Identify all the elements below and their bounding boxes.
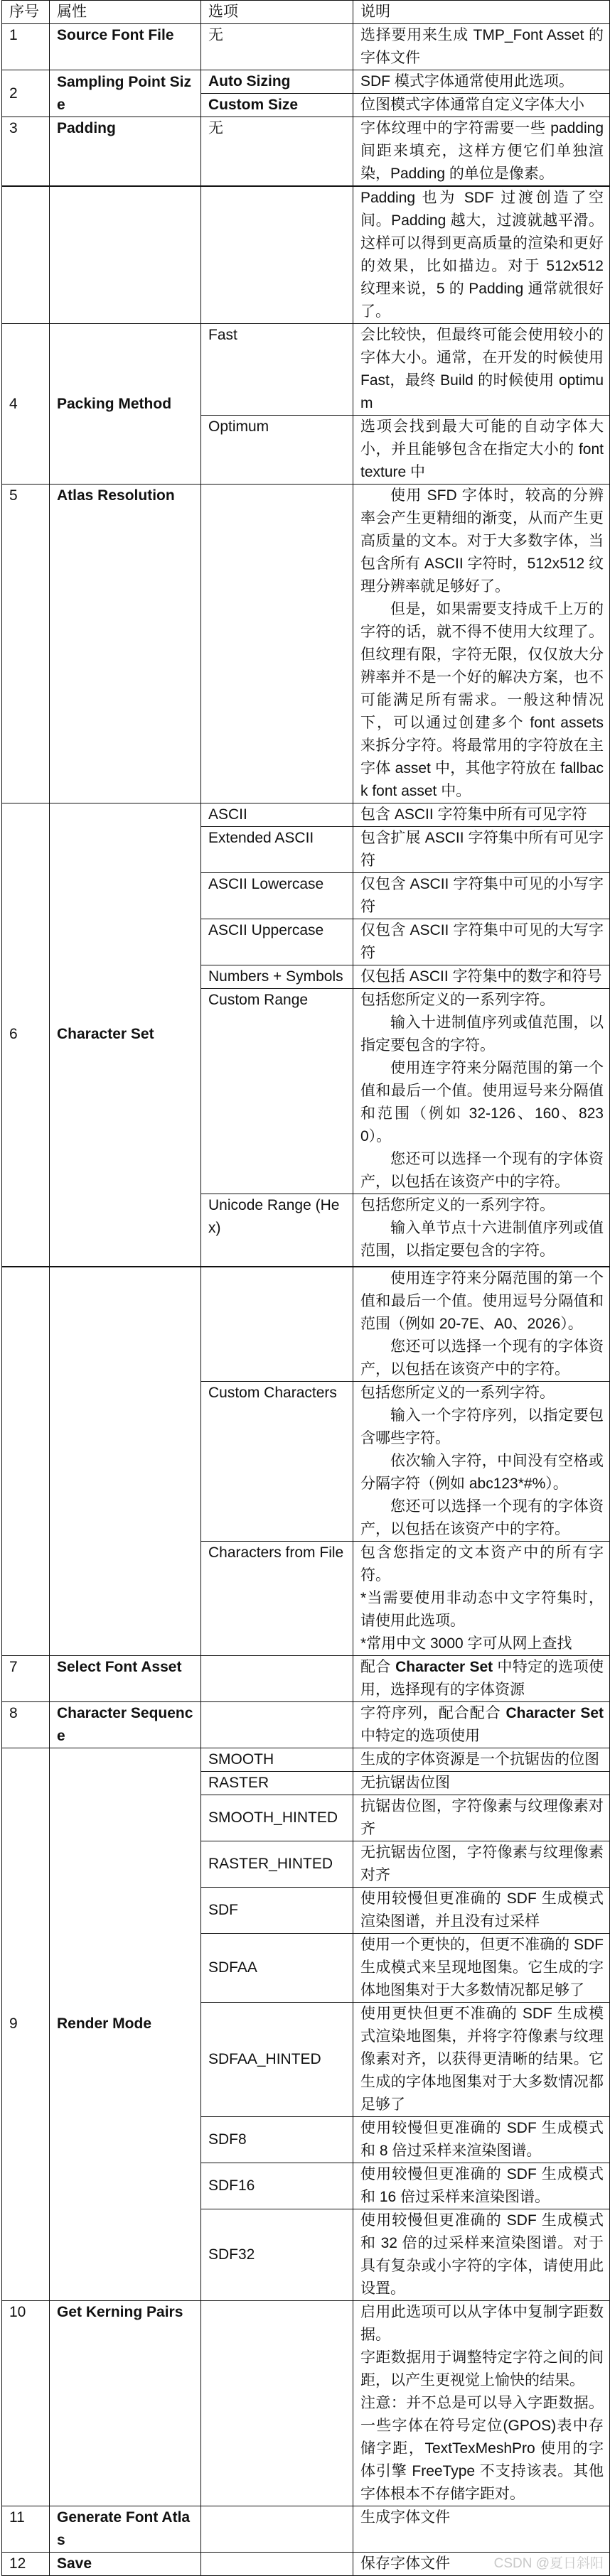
description-paragraph: 输入单节点十六进制值序列或值范围，以指定要包含的字符。	[360, 1220, 604, 1259]
table-row	[2, 117, 610, 187]
table-header-row	[2, 1, 610, 24]
property-name: Render Mode	[50, 1748, 201, 2300]
option-description	[353, 2552, 610, 2575]
option-name: Unicode Range (Hex)	[201, 1194, 353, 1267]
description-paragraph: 抗锯齿位图，字符像素与纹理像素对齐	[360, 1797, 604, 1837]
description-paragraph: 您还可以选择一个现有的字体资产，以包括在该资产中的字符。	[360, 1498, 604, 1537]
description-paragraph: 字体纹理中的字符需要一些 padding 间距来填充，这样方便它们单独渲染，Padding 的单位是像素。	[360, 120, 604, 182]
option-description	[353, 827, 610, 873]
description-paragraph: *常用中文 3000 字可从网上查找	[360, 1635, 572, 1652]
property-name	[50, 1267, 201, 1656]
property-name: Character Sequence	[50, 1701, 201, 1748]
table-row	[2, 324, 610, 416]
option-name: ASCII	[201, 803, 353, 827]
option-description	[353, 1748, 610, 1771]
option-name: ASCII Lowercase	[201, 873, 353, 919]
option-name: SMOOTH	[201, 1748, 353, 1771]
row-index: 7	[2, 1655, 50, 1701]
option-name: SDFAA	[201, 1933, 353, 2002]
row-index: 2	[2, 70, 50, 117]
description-paragraph: 生成的字体资源是一个抗锯齿的位图	[360, 1750, 599, 1768]
description-paragraph: 您还可以选择一个现有的字体资产，以包括在该资产中的字符。	[360, 1151, 604, 1190]
option-name: SDFAA_HINTED	[201, 2002, 353, 2116]
option-description	[353, 186, 610, 324]
table-row	[2, 24, 610, 70]
description-paragraph: 仅包含 ASCII 字符集中可见的小写字符	[360, 876, 604, 915]
description-paragraph: *当需要使用非动态中文字符集时，请使用此选项。	[360, 1589, 604, 1629]
property-name: Get Kerning Pairs	[50, 2300, 201, 2506]
option-description	[353, 1887, 610, 1933]
description-paragraph: 输入一个字符序列，以指定要包含哪些字符。	[360, 1407, 604, 1446]
option-name	[201, 2506, 353, 2552]
option-description	[353, 2163, 610, 2209]
description-paragraph: 选择要用来生成 TMP_Font Asset 的字体文件	[360, 27, 604, 66]
option-name	[201, 1655, 353, 1701]
description-paragraph: 使用连字符来分隔范围的第一个值和最后一个值。使用逗号分隔值和范围（例如 20-7E、A0、2026）。	[360, 1270, 604, 1332]
header-option: 选项	[201, 1, 353, 24]
table-row	[2, 1748, 610, 1771]
property-name: Packing Method	[50, 324, 201, 485]
option-description	[353, 989, 610, 1194]
option-description	[353, 2002, 610, 2116]
option-description	[353, 803, 610, 827]
table-body	[2, 1, 610, 2576]
row-index: 10	[2, 2300, 50, 2506]
table-row	[2, 2300, 610, 2506]
property-name: Select Font Asset	[50, 1655, 201, 1701]
description-paragraph: 包含 ASCII 字符集中所有可见字符	[360, 806, 587, 823]
description-bold-term: Character Set	[395, 1658, 493, 1675]
option-name: Numbers + Symbols	[201, 965, 353, 989]
table-row	[2, 2506, 610, 2552]
table-row-continued	[2, 1267, 610, 1382]
option-name: RASTER	[201, 1771, 353, 1795]
option-name: Auto Sizing	[201, 70, 353, 94]
description-paragraph: 无抗锯齿位图	[360, 1774, 450, 1791]
table-row	[2, 70, 610, 94]
table-row	[2, 1655, 610, 1701]
option-description	[353, 1701, 610, 1748]
description-paragraph: 您还可以选择一个现有的字体资产，以包括在该资产中的字符。	[360, 1338, 604, 1378]
table-row	[2, 1701, 610, 1748]
option-description	[353, 2300, 610, 2506]
option-name	[201, 1267, 353, 1382]
option-name: ASCII Uppercase	[201, 919, 353, 965]
property-name: Sampling Point Size	[50, 70, 201, 117]
description-paragraph: 选项会找到最大可能的自动字体大小，并且能够包含在指定大小的 font texture 中	[360, 418, 604, 480]
description-text: 中特定的选项使用	[360, 1727, 480, 1744]
description-paragraph: 位图模式字体通常自定义字体大小	[360, 97, 584, 113]
font-asset-creator-properties-table	[1, 0, 610, 2576]
table-row	[2, 803, 610, 827]
option-description	[353, 2506, 610, 2552]
description-paragraph: 生成字体文件	[360, 2509, 450, 2526]
header-index: 序号	[2, 1, 50, 24]
option-description	[353, 1655, 610, 1701]
option-name: Extended ASCII	[201, 827, 353, 873]
option-description	[353, 94, 610, 117]
description-paragraph: 使用 SFD 字体时，较高的分辨率会产生更精细的渐变，从而产生更高质量的文本。对于大多数字体，当包含所有 ASCII 字符时，512x512 纹理分辨率就足够好了。	[360, 487, 604, 595]
description-paragraph: 使用较慢但更准确的 SDF 生成模式和 8 倍过采样来渲染图谱。	[360, 2119, 604, 2159]
option-name: SDF32	[201, 2209, 353, 2300]
option-name: SDF8	[201, 2116, 353, 2163]
row-index	[2, 186, 50, 324]
property-name	[50, 186, 201, 324]
row-index: 3	[2, 117, 50, 187]
option-name	[201, 2300, 353, 2506]
property-name: Generate Font Atlas	[50, 2506, 201, 2552]
description-paragraph: 包括您所定义的一系列字符。	[360, 1197, 555, 1213]
option-description	[353, 1933, 610, 2002]
row-index: 9	[2, 1748, 50, 2300]
property-name: Padding	[50, 117, 201, 187]
option-name: SMOOTH_HINTED	[201, 1795, 353, 1841]
header-description: 说明	[353, 1, 610, 24]
option-description	[353, 117, 610, 187]
description-paragraph: 包括您所定义的一系列字符。	[360, 992, 555, 1008]
option-description	[353, 2116, 610, 2163]
option-description	[353, 2209, 610, 2300]
description-paragraph: 保存字体文件	[360, 2555, 450, 2572]
option-description	[353, 324, 610, 416]
property-name: Source Font File	[50, 24, 201, 70]
description-paragraph: 但是，如果需要支持成千上万的字符的话，就不得不使用大纹理了。但纹理有限，字符无限，仅仅放大分辨率并不是一个好的解决方案，也不可能满足所有需求。一般这种情况下，可以通过创建多个 font assets 来拆分字符。将最常用的字符放在主字体 asset 中，其他字符放在 fallback font asset 中。	[360, 601, 604, 799]
property-name: Atlas Resolution	[50, 485, 201, 803]
option-name: Custom Range	[201, 989, 353, 1194]
description-paragraph: 仅包含 ASCII 字符集中可见的大写字符	[360, 922, 604, 961]
description-text: 配合	[360, 1658, 396, 1675]
option-description	[353, 416, 610, 485]
description-paragraph: 使用较慢但更准确的 SDF 生成模式和 32 倍的过采样来渲染图谱。对于具有复杂或小字符的字体，请使用此设置。	[360, 2212, 604, 2297]
description-paragraph	[360, 1656, 604, 1701]
row-index: 11	[2, 2506, 50, 2552]
option-name: Characters from File	[201, 1541, 353, 1655]
description-paragraph: 包括您所定义的一系列字符。	[360, 1384, 555, 1401]
description-paragraph: 使用较慢但更准确的 SDF 生成模式和 16 倍过采样来渲染图谱。	[360, 2165, 604, 2205]
watermark: CSDN @夏日斜阳	[493, 2555, 604, 2571]
row-index: 12	[2, 2552, 50, 2575]
option-name: 无	[201, 117, 353, 187]
property-name: Character Set	[50, 803, 201, 1267]
row-index: 4	[2, 324, 50, 485]
option-name: Fast	[201, 324, 353, 416]
option-description	[353, 485, 610, 803]
option-description	[353, 1194, 610, 1267]
option-name: 无	[201, 24, 353, 70]
description-paragraph: 无抗锯齿位图，字符像素与纹理像素对齐	[360, 1844, 604, 1883]
option-description	[353, 873, 610, 919]
description-paragraph: 字距数据用于调整特定字符之间的间距，以产生更视觉上愉快的结果。	[360, 2349, 604, 2388]
description-paragraph: 输入十进制值序列或值范围，以指定要包含的字符。	[360, 1014, 604, 1054]
description-paragraph: SDF 模式字体通常使用此选项。	[360, 73, 574, 90]
option-description	[353, 24, 610, 70]
description-paragraph: 包含您指定的文本资产中的所有字符。	[360, 1544, 604, 1584]
option-description	[353, 1841, 610, 1887]
row-index: 5	[2, 485, 50, 803]
option-name: Custom Characters	[201, 1381, 353, 1541]
description-paragraph: 注意：并不总是可以导入字距数据。一些字体在符号定位(GPOS)表中存储字距，TextTexMeshPro 使用的字体引擎 FreeType 不支持该表。其他字体根本不存储字距对。	[360, 2394, 604, 2502]
option-description	[353, 1541, 610, 1655]
option-description	[353, 965, 610, 989]
table-row	[2, 2552, 610, 2575]
description-paragraph: 依次输入字符，中间没有空格或分隔字符（例如 abc123*#%）。	[360, 1452, 604, 1492]
row-index	[2, 1267, 50, 1656]
option-name: Custom Size	[201, 94, 353, 117]
row-index: 6	[2, 803, 50, 1267]
description-paragraph: 启用此选项可以从字体中复制字距数据。	[360, 2303, 604, 2343]
table-row	[2, 485, 610, 803]
option-description	[353, 919, 610, 965]
option-description	[353, 1771, 610, 1795]
description-paragraph: Padding 也为 SDF 过渡创造了空间。Padding 越大，过渡就越平滑。这样可以得到更高质量的渲染和更好的效果，比如描边。对于 512x512 纹理来说，5 的 Padding 通常就很好了。	[360, 190, 604, 320]
option-description	[353, 1795, 610, 1841]
description-paragraph	[360, 1702, 604, 1748]
option-name	[201, 186, 353, 324]
description-paragraph: 会比较快，但最终可能会使用较小的字体大小。通常，在开发的时候使用 Fast，最终 Build 的时候使用 optimum	[360, 327, 604, 411]
option-name: RASTER_HINTED	[201, 1841, 353, 1887]
description-paragraph: 使用更快但更不准确的 SDF 生成模式渲染地图集，并将字符像素与纹理像素对齐，以获得更清晰的结果。它生成的字体地图集对于大多数情况都足够了	[360, 2005, 604, 2113]
description-paragraph: 包含扩展 ASCII 字符集中所有可见字符	[360, 830, 604, 869]
option-name: Optimum	[201, 416, 353, 485]
option-description	[353, 1267, 610, 1382]
option-name: SDF	[201, 1887, 353, 1933]
description-paragraph: 仅包括 ASCII 字符集中的数字和符号	[360, 968, 602, 985]
option-description	[353, 1381, 610, 1541]
option-description	[353, 70, 610, 94]
description-text: 字符序列，配合配合	[360, 1704, 506, 1721]
description-text: 中特定的选项使用，选择现有的字体资源	[360, 1658, 604, 1698]
option-name: SDF16	[201, 2163, 353, 2209]
option-name	[201, 1701, 353, 1748]
description-bold-term: Character Set	[505, 1704, 604, 1721]
option-name	[201, 2552, 353, 2575]
header-property: 属性	[50, 1, 201, 24]
option-name	[201, 485, 353, 803]
description-paragraph: 使用一个更快的，但更不准确的 SDF 生成模式来呈现地图集。它生成的字体地图集对于大多数情况都足够了	[360, 1936, 604, 1998]
description-paragraph: 使用较慢但更准确的 SDF 生成模式渲染图谱，并且没有过采样	[360, 1890, 604, 1930]
property-name: Save	[50, 2552, 201, 2575]
row-index: 1	[2, 24, 50, 70]
table-row-continued	[2, 186, 610, 324]
description-paragraph: 使用连字符来分隔范围的第一个值和最后一个值。使用逗号来分隔值和范围（例如 32-126、160、8230）。	[360, 1060, 604, 1144]
row-index: 8	[2, 1701, 50, 1748]
